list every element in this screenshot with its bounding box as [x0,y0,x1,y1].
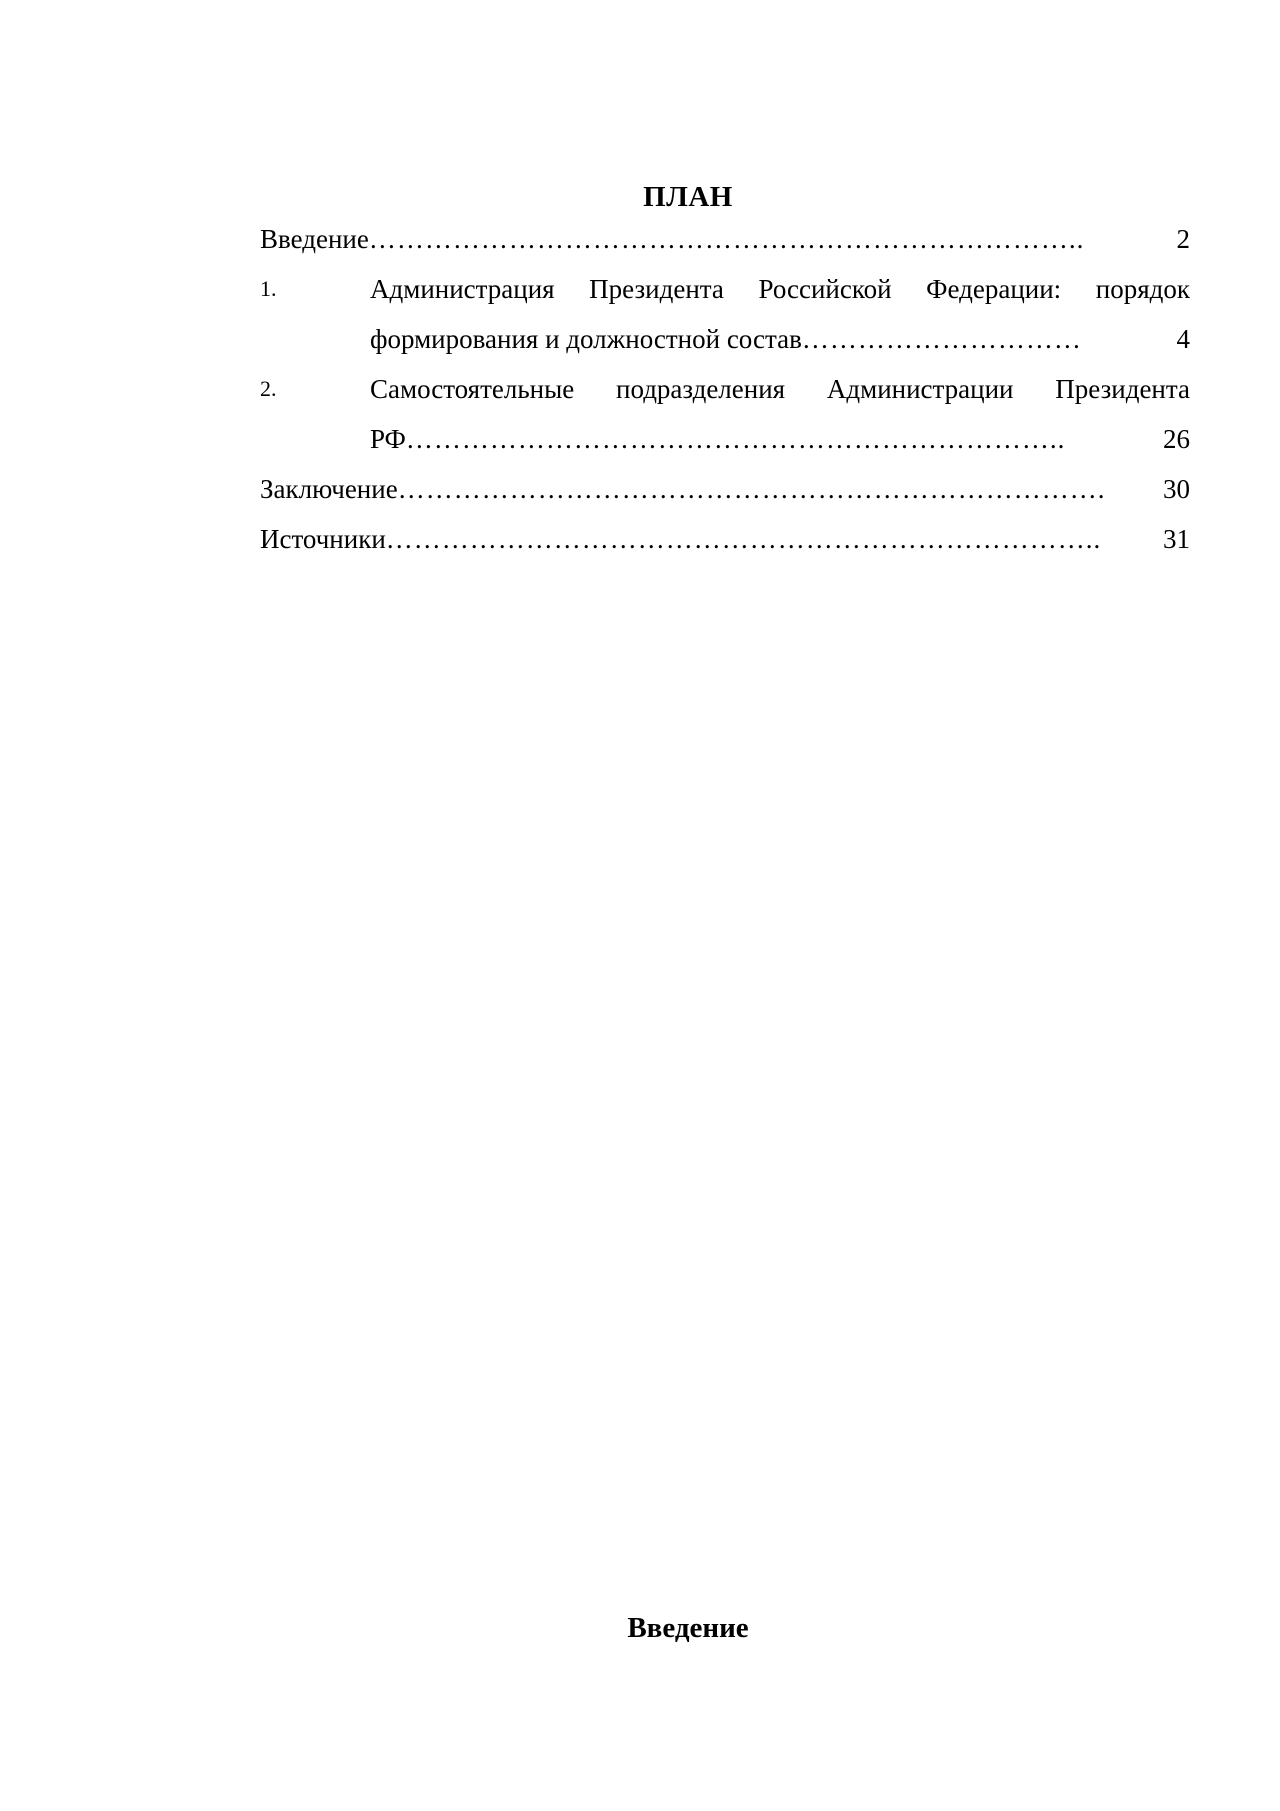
toc-entry-title-line: Самостоятельные подразделения Администрации Президента [370,374,1190,404]
toc-page-number: 31 [1163,524,1190,554]
toc-entry-label: Источники [260,524,386,554]
toc-leader-dots: …………………………………………………………………. [397,474,1106,504]
toc-entry-label: Заключение [260,474,398,504]
toc-entry-sources [260,514,1190,564]
toc-leader-dots: …………………………………………………………….. [405,424,1066,454]
toc-leader-dots: ………………………… [801,324,1082,354]
toc-page-number: 4 [1176,324,1190,354]
section-heading: Введение [627,1612,749,1644]
toc-page-number: 30 [1163,474,1190,504]
toc-entry-introduction [260,214,1190,264]
toc-leader-dots: ………………………………………………………………….. [368,224,1085,254]
toc-entry-chapter-1 [260,264,1190,364]
toc-page-number: 2 [1176,224,1190,254]
toc-leader-dots: ………………………………………………………………….. [385,524,1102,554]
toc-entry-number: 1. [260,276,277,301]
page-title: ПЛАН [643,181,733,213]
toc-entry-conclusion [260,464,1190,514]
toc-entry-title-line: Администрация Президента Российской Федерации: порядок [370,274,1190,304]
toc-entry-label: формирования и должностной состав [370,324,802,354]
toc-entry-chapter-2 [260,364,1190,464]
toc-page-number: 26 [1163,424,1190,454]
toc-entry-label: Введение [260,224,369,254]
toc-entry-label: РФ [370,424,406,454]
table-of-contents [260,214,1190,564]
toc-entry-number: 2. [260,376,277,401]
